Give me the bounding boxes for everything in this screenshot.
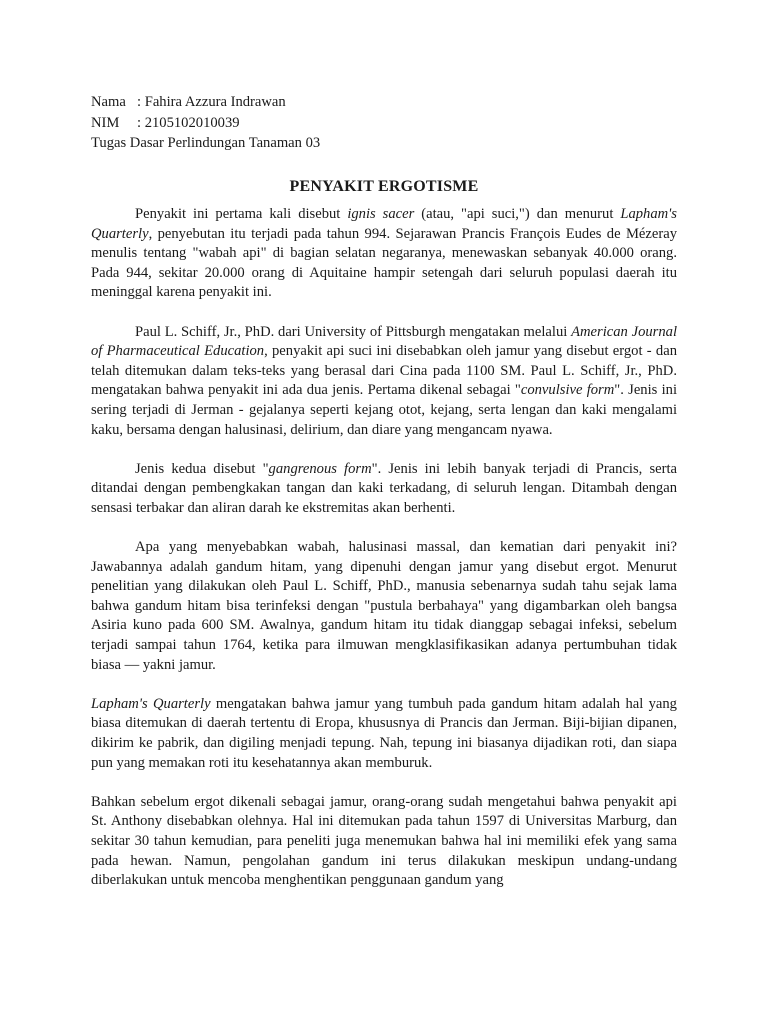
- p2-italic-journal: American Journal of Pharmaceutical Education: [91, 323, 677, 360]
- p6-text-a: Bahkan sebelum ergot dikenali sebagai jamur, orang-orang sudah mengetahui bahwa penyakit api St. Anthony disebabkan olehnya. Hal ini ditemukan pada tahun 1597 di Universitas Marburg, dan sekitar 30 tahun kemudian, para peneliti juga menemukan bahwa hal ini memiliki efek yang sama pada hewan. Namun, pengolahan gandum ini terus dilakukan meskipun undang-undang diberlakukan untuk mencoba menghentikan penggunaan gandum yang: [91, 793, 677, 889]
- paragraph-3: [91, 460, 677, 519]
- nim-value: : 2105102010039: [137, 114, 240, 131]
- p1-italic-ignis-sacer: ignis sacer: [347, 206, 415, 222]
- student-header: [91, 92, 320, 154]
- article-body: [91, 205, 677, 910]
- p1-text-c: (atau, "api suci,") dan menurut: [414, 206, 621, 222]
- p5-italic-laphams: Lapham's Quarterly: [91, 695, 211, 712]
- p4-text-a: Apa yang menyebabkan wabah, halusinasi massal, dan kematian dari penyakit ini? Jawabannya adalah gandum hitam, yang dipenuhi dengan jamur yang disebut ergot. Menurut penelitian yang dilakukan oleh Paul L. Schiff, PhD., manusia sebenarnya sudah tahu sejak lama bahwa gandum hitam bisa terinfeksi dengan "pustula berbahaya" yang digambarkan oleh bangsa Asiria kuno pada 600 SM. Awalnya, gandum hitam itu tidak dianggap sebagai infeksi, sebelum terjadi sampai tahun 1764, ketika para ilmuwan mengklasifikasikan adanya pertumbuhan tidak biasa — yakni jamur.: [91, 539, 677, 673]
- p3-text-a: Jenis kedua disebut ": [135, 460, 269, 477]
- p2-text-a: Paul L. Schiff, Jr., PhD. dari University of Pittsburgh mengatakan melalui: [135, 323, 572, 340]
- nim-row: [91, 113, 320, 134]
- name-row: [91, 92, 320, 113]
- nim-label: NIM: [91, 114, 120, 131]
- p1-text-a: Penyakit ini pertama kali disebut: [135, 206, 348, 222]
- p1-text-e: , penyebutan itu terjadi pada tahun 994. Sejarawan Prancis François Eudes de Mézeray menulis tentang "wabah api" di bagian selatan negaranya, menewaskan sebanyak 40.000 orang. Pada 944, sekitar 20.000 orang di Aquitaine hampir setengah dari seluruh populasi daerah itu meninggal karena penyakit ini.: [91, 225, 677, 301]
- paragraph-1: [91, 205, 677, 303]
- p2-italic-convulsive: convulsive form: [520, 382, 615, 399]
- name-label: Nama: [91, 94, 126, 110]
- p3-italic-gangrenous: gangrenous form: [268, 460, 372, 477]
- page-title: PENYAKIT ERGOTISME: [289, 178, 479, 195]
- name-value: : Fahira Azzura Indrawan: [137, 94, 286, 110]
- paragraph-2: [91, 323, 677, 441]
- p3-text-c: ". Jenis ini lebih banyak terjadi di Prancis, serta ditandai dengan pembengkakan tangan dan kaki terkadang, di seluruh lengan. Ditambah dengan sensasi terbakar dan aliran darah ke ekstremitas akan berhenti.: [91, 460, 677, 516]
- p5-text-b: mengatakan bahwa jamur yang tumbuh pada gandum hitam adalah hal yang biasa ditemukan di daerah tertentu di Eropa, khususnya di Prancis dan Jerman. Biji-bijian dipanen, dikirim ke pabrik, dan digiling menjadi tepung. Nah, tepung ini biasanya dijadikan roti, dan siapa pun yang memakan roti itu kesehatannya akan memburuk.: [91, 695, 677, 771]
- p2-text-c: , penyakit api suci ini disebabkan oleh jamur yang disebut ergot - dan telah ditemukan dalam teks-teks yang berasal dari Cina pada 1100 SM. Paul L. Schiff, Jr., PhD. mengatakan bahwa penyakit ini ada dua jenis. Pertama dikenal sebagai ": [91, 343, 677, 399]
- paragraph-5: [91, 695, 677, 773]
- course-line: Tugas Dasar Perlindungan Tanaman 03: [91, 135, 321, 151]
- p1-italic-laphams: Lapham's Quarterly: [91, 206, 677, 242]
- p2-text-e: ". Jenis ini sering terjadi di Jerman - gejalanya seperti kejang otot, kejang, serta lengan dan kaki mengalami kaku, bersama dengan halusinasi, delirium, dan diare yang mengancam nyawa.: [91, 382, 677, 438]
- paragraph-6: [91, 793, 677, 891]
- paragraph-4: [91, 538, 677, 675]
